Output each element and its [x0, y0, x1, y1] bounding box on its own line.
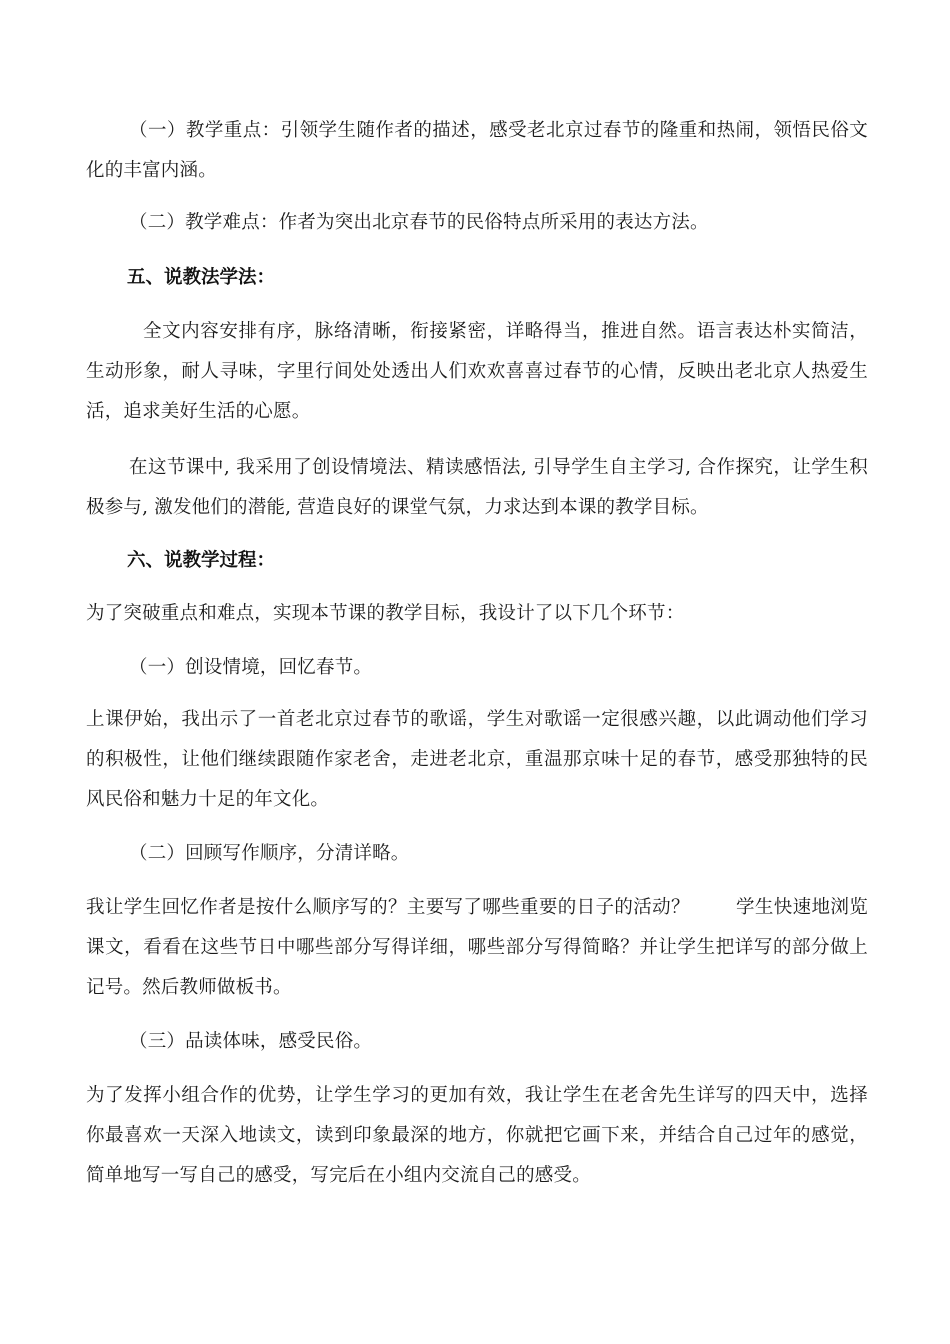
- section-5-paragraph-1: 全文内容安排有序，脉络清晰，衔接紧密，详略得当，推进自然。语言表达朴实简洁，生动形象，耐人寻味，字里行间处处透出人们欢欢喜喜过春节的心情，反映出老北京人热爱生活，追求美好生活的心愿。: [86, 321, 868, 422]
- teaching-key-point: （一）教学重点：引领学生随作者的描述，感受老北京过春节的隆重和热闹，领悟民俗文化的丰富内涵。: [86, 120, 868, 181]
- step-1-text: 上课伊始，我出示了一首老北京过春节的歌谣，学生对歌谣一定很感兴趣，以此调动他们学习的积极性，让他们继续跟随作家老舍，走进老北京，重温那京味十足的春节，感受那独特的民风民俗和魅力十足的年文化。: [86, 709, 868, 810]
- step-2-text: [86, 888, 868, 1008]
- step-2-text-question: 我让学生回忆作者是按什么顺序写的？主要写了哪些重要的日子的活动？: [86, 897, 690, 918]
- step-3-title: （三）品读体味，感受民俗。: [129, 1031, 373, 1052]
- section-5-paragraph-2: 在这节课中, 我采用了创设情境法、精读感悟法, 引导学生自主学习, 合作探究，让学生积极参与, 激发他们的潜能, 营造良好的课堂气氛，力求达到本课的教学目标。: [86, 457, 868, 518]
- step-2-title: （二）回顾写作顺序，分清详略。: [129, 843, 410, 864]
- section-6-intro: 为了突破重点和难点，实现本节课的教学目标，我设计了以下几个环节：: [86, 603, 685, 624]
- section-5-heading: 五、说教法学法：: [127, 267, 276, 288]
- section-6-heading: 六、说教学过程：: [127, 550, 276, 571]
- teaching-difficulty: （二）教学难点：作者为突出北京春节的民俗特点所采用的表达方法。: [129, 212, 709, 233]
- step-3-text: 为了发挥小组合作的优势，让学生学习的更加有效，我让学生在老舍先生详写的四天中，选择你最喜欢一天深入地读文，读到印象最深的地方，你就把它画下来，并结合自己过年的感觉，简单地写一写自己的感受，写完后在小组内交流自己的感受。: [86, 1085, 868, 1186]
- step-2-text-rest: 学生快速地浏览课文，看看在这些节日中哪些部分写得详细，哪些部分写得简略？并让学生把详写的部分做上记号。然后教师做板书。: [86, 897, 868, 998]
- step-1-title: （一）创设情境，回忆春节。: [129, 657, 373, 678]
